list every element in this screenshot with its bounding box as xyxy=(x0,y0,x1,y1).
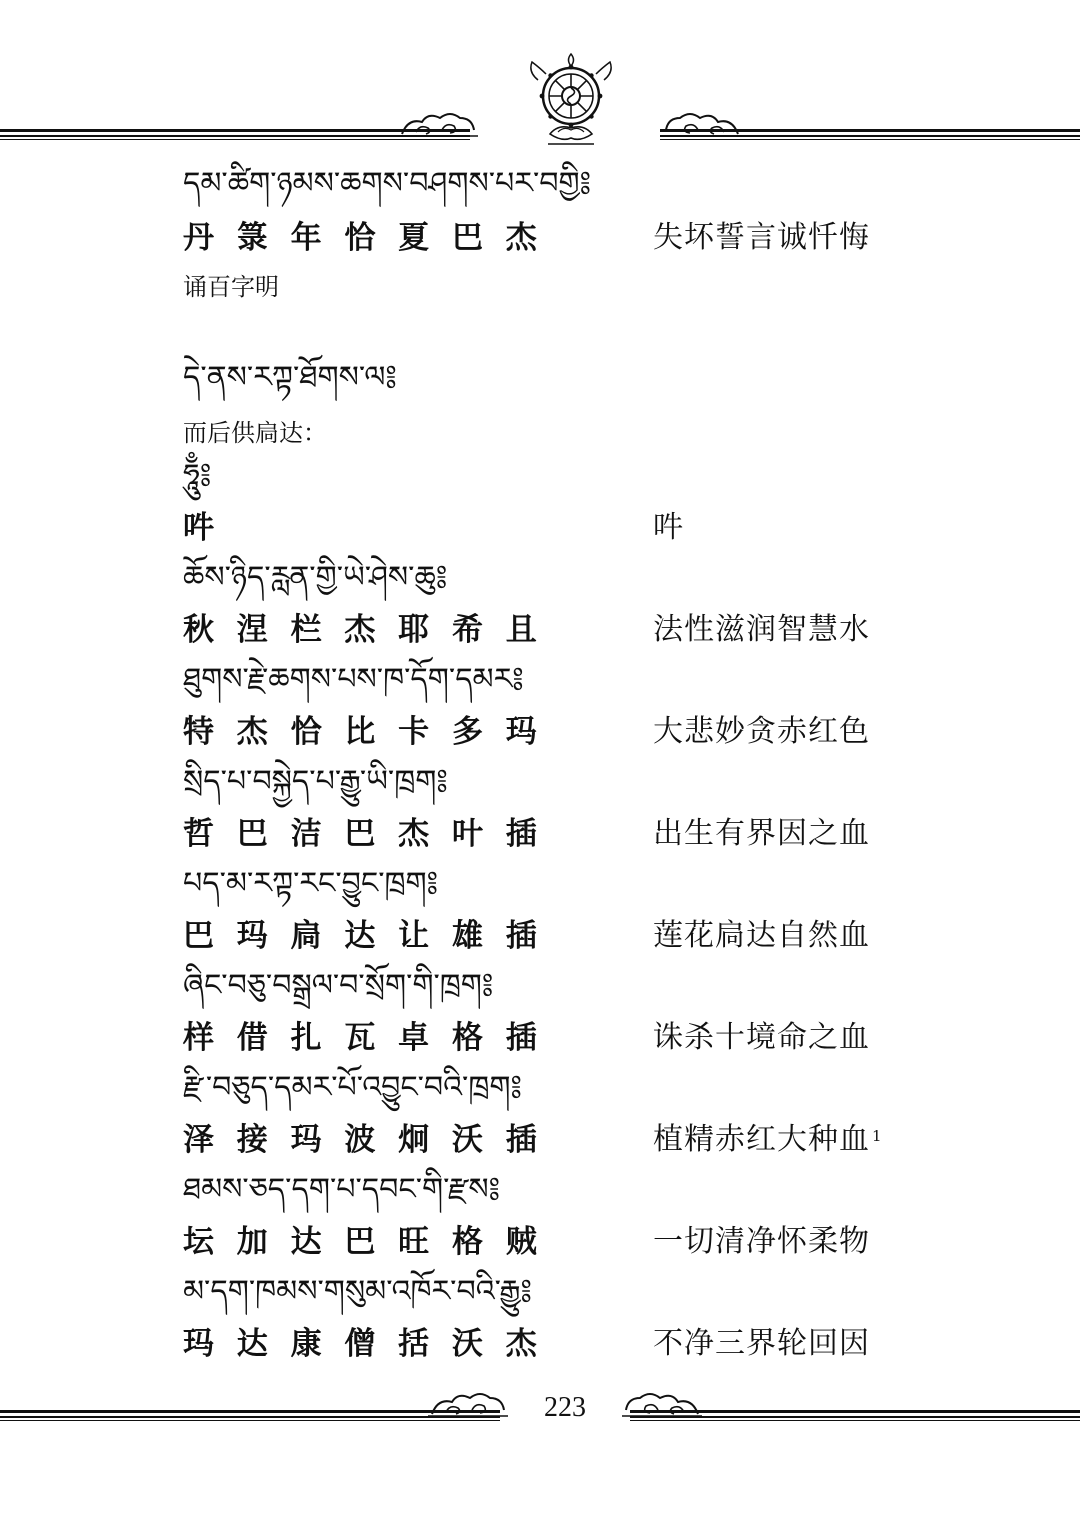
tibetan-line: ཐམས་ཅད་དག་པ་དབང་གི་རྫས༔ xyxy=(183,1172,501,1207)
cloud-scroll-icon xyxy=(398,108,478,140)
tibetan-line: པད་མ་རཀྟ་རང་བྱུང་ཁྲག༔ xyxy=(183,866,439,901)
pinyin-transliteration: 哲 巴 洁 巴 杰 叶 插 xyxy=(183,816,543,852)
verse-line xyxy=(183,1018,903,1058)
cloud-scroll-icon xyxy=(662,108,742,140)
verse-line xyxy=(183,218,903,258)
chinese-translation: 诛杀十境命之血 xyxy=(653,1020,870,1055)
dharma-wheel-emblem-icon xyxy=(528,52,614,148)
chinese-translation: 一切清净怀柔物 xyxy=(653,1224,870,1259)
tibetan-line: རྫི་བཅུད་དམར་པོ་འབྱུང་བའི་ཁྲག༔ xyxy=(183,1070,522,1105)
verse-line xyxy=(183,508,903,548)
tibetan-line: ཆོས་ཉིད་རླན་གྱི་ཡེ་ཤེས་ཆུ༔ xyxy=(183,560,448,595)
pinyin-transliteration: 泽 接 玛 波 炯 沃 插 xyxy=(183,1122,543,1158)
pinyin-transliteration: 坛 加 达 巴 旺 格 贼 xyxy=(183,1224,543,1260)
tibetan-line: ཐུགས་རྗེ་ཆགས་པས་ཁ་དོག་དམར༔ xyxy=(183,662,524,697)
chinese-translation: 大悲妙贪赤红色 xyxy=(653,714,870,749)
chinese-translation: 出生有界因之血 xyxy=(653,816,870,851)
cloud-scroll-icon xyxy=(428,1388,508,1420)
tibetan-line: ཧཱུྃ༔ xyxy=(183,458,212,493)
cloud-scroll-icon xyxy=(622,1388,702,1420)
pinyin-transliteration: 吽 xyxy=(183,510,220,546)
chinese-translation: 法性滋润智慧水 xyxy=(653,612,870,647)
verse-line xyxy=(183,1120,903,1160)
instruction-note: 而后供扃达： xyxy=(183,419,327,447)
pinyin-transliteration: 丹 箓 年 恰 夏 巴 杰 xyxy=(183,220,543,256)
chinese-translation: 莲花扃达自然血 xyxy=(653,918,870,953)
verse-line xyxy=(183,610,903,650)
pinyin-transliteration: 秋 涅 栏 杰 耶 希 且 xyxy=(183,612,543,648)
chinese-translation: 不净三界轮回因 xyxy=(653,1326,870,1361)
page-number: 223 xyxy=(544,1392,586,1423)
tibetan-line: དེ་ནས་རཀྟ་ཐོགས་ལ༔ xyxy=(183,360,397,395)
footnote-marker[interactable]: 1 xyxy=(872,1127,883,1145)
tibetan-line: མ་དག་ཁམས་གསུམ་འཁོར་བའི་རྒྱུ༔ xyxy=(183,1274,532,1309)
pinyin-transliteration: 特 杰 恰 比 卡 多 玛 xyxy=(183,714,543,750)
instruction-note: 诵百字明 xyxy=(183,273,279,301)
verse-line xyxy=(183,916,903,956)
chinese-translation xyxy=(653,1120,883,1160)
verse-line xyxy=(183,712,903,752)
tibetan-line: ཞིང་བཅུ་བསྒྲལ་བ་སྲོག་གི་ཁྲག༔ xyxy=(183,968,494,1003)
pinyin-transliteration: 巴 玛 扃 达 让 雄 插 xyxy=(183,918,543,954)
chinese-translation: 失坏誓言诚忏悔 xyxy=(653,220,870,255)
tibetan-line: སྲིད་པ་བསྐྱེད་པ་རྒྱུ་ཡི་ཁྲག༔ xyxy=(183,764,448,799)
chinese-text: 植精赤红大种血 xyxy=(653,1122,870,1157)
chinese-translation: 吽 xyxy=(653,510,684,545)
pinyin-transliteration: 玛 达 康 僧 括 沃 杰 xyxy=(183,1326,543,1362)
verse-line xyxy=(183,1222,903,1262)
tibetan-line: དམ་ཚིག་ཉམས་ཆགས་བཤགས་པར་བགྱི༔ xyxy=(183,166,592,201)
verse-line xyxy=(183,1324,903,1364)
verse-line xyxy=(183,814,903,854)
pinyin-transliteration: 样 借 扎 瓦 卓 格 插 xyxy=(183,1020,543,1056)
